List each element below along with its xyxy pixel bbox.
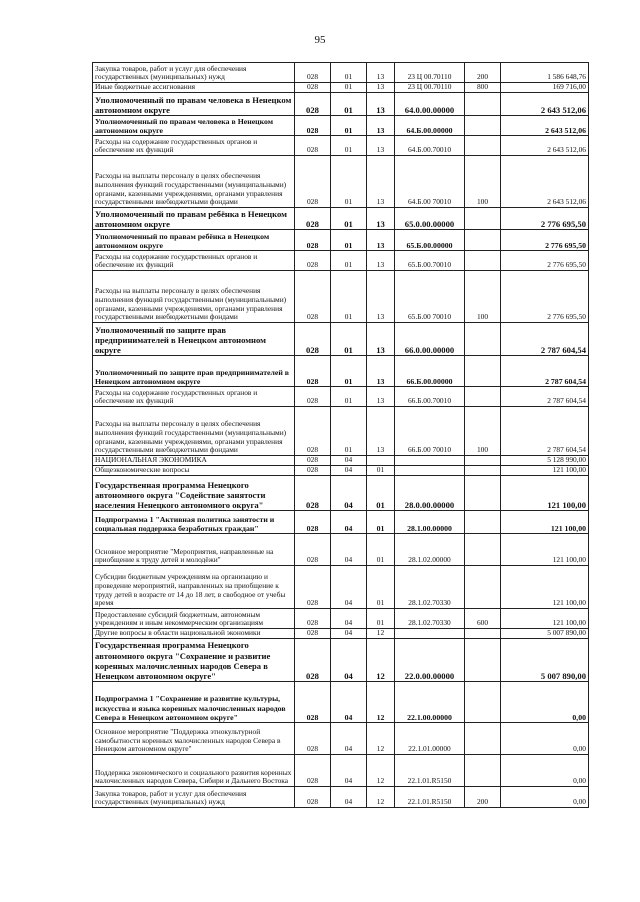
- section-code-cell: 04: [331, 511, 367, 534]
- amount-cell: 121 100,00: [501, 466, 589, 476]
- target-article-cell: [395, 629, 465, 639]
- table-row: [93, 136, 589, 156]
- table-row: [93, 407, 589, 456]
- expense-name-cell: Основное мероприятие "Поддержка этнокультурной самобытности коренных малочисленных народов Севера в Ненецком автономном округе": [93, 723, 295, 755]
- budget-table: [92, 62, 589, 808]
- admin-code-cell: 028: [295, 356, 331, 387]
- expense-name-cell: Расходы на содержание государственных органов и обеспечение их функций: [93, 136, 295, 156]
- subsection-code-cell: 13: [367, 387, 395, 407]
- section-code-cell: 04: [331, 534, 367, 566]
- section-code-cell: 04: [331, 456, 367, 466]
- table-row: [93, 787, 589, 808]
- admin-code-cell: 028: [295, 63, 331, 83]
- table-row: [93, 63, 589, 83]
- expense-type-cell: 600: [465, 609, 501, 629]
- admin-code-cell: 028: [295, 407, 331, 456]
- amount-cell: 2 643 512,06: [501, 136, 589, 156]
- amount-cell: 5 007 890,00: [501, 629, 589, 639]
- subsection-code-cell: 12: [367, 639, 395, 682]
- subsection-code-cell: 01: [367, 566, 395, 609]
- section-code-cell: 04: [331, 466, 367, 476]
- expense-name-cell: Подпрограмма 1 "Активная политика занятости и социальная поддержка безработных граждан": [93, 511, 295, 534]
- amount-cell: 2 776 695,50: [501, 208, 589, 230]
- target-article-cell: 28.1.02.70330: [395, 609, 465, 629]
- subsection-code-cell: 12: [367, 787, 395, 808]
- amount-cell: 2 787 604,54: [501, 323, 589, 356]
- subsection-code-cell: 13: [367, 323, 395, 356]
- expense-type-cell: [465, 476, 501, 511]
- target-article-cell: 66.Б.00.70010: [395, 387, 465, 407]
- target-article-cell: 66.Б.00.00000: [395, 356, 465, 387]
- target-article-cell: 64.Б.00.00000: [395, 116, 465, 136]
- subsection-code-cell: 01: [367, 476, 395, 511]
- subsection-code-cell: 01: [367, 466, 395, 476]
- target-article-cell: 22.1.01.R5150: [395, 787, 465, 808]
- table-row: [93, 629, 589, 639]
- table-row: [93, 83, 589, 93]
- table-row: [93, 356, 589, 387]
- subsection-code-cell: 13: [367, 116, 395, 136]
- expense-type-cell: [465, 116, 501, 136]
- amount-cell: 5 007 890,00: [501, 639, 589, 682]
- section-code-cell: 01: [331, 323, 367, 356]
- target-article-cell: 22.0.00.00000: [395, 639, 465, 682]
- section-code-cell: 01: [331, 116, 367, 136]
- section-code-cell: 04: [331, 476, 367, 511]
- subsection-code-cell: [367, 456, 395, 466]
- target-article-cell: 65.Б.00 70010: [395, 271, 465, 323]
- target-article-cell: 22.1.01.R5150: [395, 755, 465, 787]
- target-article-cell: 22.1.01.00000: [395, 723, 465, 755]
- amount-cell: 0,00: [501, 755, 589, 787]
- subsection-code-cell: 13: [367, 356, 395, 387]
- table-row: [93, 609, 589, 629]
- section-code-cell: 01: [331, 136, 367, 156]
- section-code-cell: 01: [331, 251, 367, 271]
- expense-name-cell: Закупка товаров, работ и услуг для обеспечения государственных (муниципальных) нужд: [93, 63, 295, 83]
- target-article-cell: 65.Б.00.00000: [395, 230, 465, 251]
- expense-type-cell: 100: [465, 407, 501, 456]
- admin-code-cell: 028: [295, 208, 331, 230]
- expense-name-cell: Расходы на содержание государственных органов и обеспечение их функций: [93, 387, 295, 407]
- expense-name-cell: Расходы на выплаты персоналу в целях обеспечения выполнения функций государственными (муниципальными) органами, казенными учреждениями, органами управления государственными внебюджетными фондами: [93, 271, 295, 323]
- amount-cell: 2 776 695,50: [501, 251, 589, 271]
- section-code-cell: 01: [331, 271, 367, 323]
- expense-name-cell: Уполномоченный по правам человека в Ненецком автономном округе: [93, 116, 295, 136]
- expense-name-cell: Уполномоченный по защите прав предпринимателей в Ненецком автономном округе: [93, 356, 295, 387]
- section-code-cell: 01: [331, 387, 367, 407]
- expense-name-cell: Основное мероприятие "Мероприятия, направленные на приобщение к труду детей и молодёжи": [93, 534, 295, 566]
- admin-code-cell: 028: [295, 83, 331, 93]
- admin-code-cell: 028: [295, 156, 331, 208]
- page-number: 95: [314, 34, 326, 46]
- expense-type-cell: 100: [465, 156, 501, 208]
- table-row: [93, 116, 589, 136]
- amount-cell: 0,00: [501, 682, 589, 723]
- section-code-cell: 04: [331, 682, 367, 723]
- table-row: [93, 93, 589, 116]
- expense-name-cell: Субсидии бюджетным учреждениям на организацию и проведение мероприятий, направленных на приобщение к труду детей в возрасте от 14 до 18 лет, в свободное от учебы время: [93, 566, 295, 609]
- expense-type-cell: [465, 682, 501, 723]
- section-code-cell: 04: [331, 755, 367, 787]
- admin-code-cell: 028: [295, 609, 331, 629]
- expense-name-cell: Общеэкономические вопросы: [93, 466, 295, 476]
- table-row: [93, 755, 589, 787]
- subsection-code-cell: 12: [367, 755, 395, 787]
- expense-name-cell: Поддержка экономического и социального развития коренных малочисленных народов Севера, Сибири и Дальнего Востока: [93, 755, 295, 787]
- admin-code-cell: 028: [295, 723, 331, 755]
- table-row: [93, 723, 589, 755]
- section-code-cell: 01: [331, 407, 367, 456]
- section-code-cell: 01: [331, 93, 367, 116]
- subsection-code-cell: 13: [367, 407, 395, 456]
- expense-name-cell: Другие вопросы в области национальной экономики: [93, 629, 295, 639]
- admin-code-cell: 028: [295, 387, 331, 407]
- subsection-code-cell: 13: [367, 230, 395, 251]
- expense-name-cell: Государственная программа Ненецкого автономного округа "Содействие занятости населения Ненецкого автономного округа": [93, 476, 295, 511]
- subsection-code-cell: 12: [367, 629, 395, 639]
- target-article-cell: 28.0.00.00000: [395, 476, 465, 511]
- section-code-cell: 04: [331, 566, 367, 609]
- admin-code-cell: 028: [295, 136, 331, 156]
- target-article-cell: 23 Ц 00.70110: [395, 63, 465, 83]
- section-code-cell: 04: [331, 629, 367, 639]
- table-row: [93, 534, 589, 566]
- expense-type-cell: [465, 639, 501, 682]
- target-article-cell: 66.0.00.00000: [395, 323, 465, 356]
- amount-cell: 5 128 990,00: [501, 456, 589, 466]
- amount-cell: 121 100,00: [501, 566, 589, 609]
- expense-type-cell: [465, 356, 501, 387]
- table-row: [93, 251, 589, 271]
- subsection-code-cell: 12: [367, 723, 395, 755]
- amount-cell: 121 100,00: [501, 511, 589, 534]
- amount-cell: 2 643 512,06: [501, 156, 589, 208]
- expense-type-cell: [465, 456, 501, 466]
- amount-cell: 2 787 604,54: [501, 356, 589, 387]
- target-article-cell: 65.0.00.00000: [395, 208, 465, 230]
- expense-type-cell: [465, 566, 501, 609]
- admin-code-cell: 028: [295, 511, 331, 534]
- target-article-cell: 23 Ц 00.70110: [395, 83, 465, 93]
- expense-name-cell: Иные бюджетные ассигнования: [93, 83, 295, 93]
- amount-cell: 2 776 695,50: [501, 271, 589, 323]
- target-article-cell: 64.0.00.00000: [395, 93, 465, 116]
- expense-type-cell: [465, 755, 501, 787]
- admin-code-cell: 028: [295, 787, 331, 808]
- subsection-code-cell: 13: [367, 208, 395, 230]
- expense-type-cell: [465, 251, 501, 271]
- expense-type-cell: [465, 323, 501, 356]
- table-row: [93, 230, 589, 251]
- expense-type-cell: 200: [465, 63, 501, 83]
- amount-cell: 2 787 604,54: [501, 387, 589, 407]
- amount-cell: 121 100,00: [501, 476, 589, 511]
- amount-cell: 1 586 648,76: [501, 63, 589, 83]
- amount-cell: 0,00: [501, 723, 589, 755]
- table-row: [93, 476, 589, 511]
- table-row: [93, 456, 589, 466]
- section-code-cell: 04: [331, 787, 367, 808]
- budget-table-body: [93, 63, 589, 808]
- target-article-cell: 28.1.00.00000: [395, 511, 465, 534]
- subsection-code-cell: 13: [367, 271, 395, 323]
- expense-name-cell: НАЦИОНАЛЬНАЯ ЭКОНОМИКА: [93, 456, 295, 466]
- subsection-code-cell: 13: [367, 156, 395, 208]
- subsection-code-cell: 13: [367, 83, 395, 93]
- expense-type-cell: [465, 230, 501, 251]
- expense-name-cell: Уполномоченный по правам ребёнка в Ненецком автономном округе: [93, 208, 295, 230]
- section-code-cell: 04: [331, 723, 367, 755]
- admin-code-cell: 028: [295, 271, 331, 323]
- table-row: [93, 566, 589, 609]
- expense-name-cell: Расходы на выплаты персоналу в целях обеспечения выполнения функций государственными (муниципальными) органами, казенными учреждениями, органами управления государственными внебюджетными фондами: [93, 156, 295, 208]
- expense-type-cell: 200: [465, 787, 501, 808]
- expense-type-cell: [465, 511, 501, 534]
- admin-code-cell: 028: [295, 466, 331, 476]
- expense-type-cell: [465, 466, 501, 476]
- admin-code-cell: 028: [295, 629, 331, 639]
- admin-code-cell: 028: [295, 323, 331, 356]
- section-code-cell: 01: [331, 63, 367, 83]
- subsection-code-cell: 13: [367, 63, 395, 83]
- admin-code-cell: 028: [295, 251, 331, 271]
- expense-name-cell: Уполномоченный по защите прав предпринимателей в Ненецком автономном округе: [93, 323, 295, 356]
- target-article-cell: 64.Б.00 70010: [395, 156, 465, 208]
- expense-type-cell: [465, 136, 501, 156]
- table-row: [93, 156, 589, 208]
- subsection-code-cell: 01: [367, 609, 395, 629]
- subsection-code-cell: 01: [367, 534, 395, 566]
- target-article-cell: 66.Б.00 70010: [395, 407, 465, 456]
- expense-type-cell: [465, 93, 501, 116]
- admin-code-cell: 028: [295, 456, 331, 466]
- admin-code-cell: 028: [295, 230, 331, 251]
- table-row: [93, 511, 589, 534]
- admin-code-cell: 028: [295, 755, 331, 787]
- expense-name-cell: Уполномоченный по правам человека в Ненецком автономном округе: [93, 93, 295, 116]
- admin-code-cell: 028: [295, 566, 331, 609]
- target-article-cell: [395, 466, 465, 476]
- expense-type-cell: [465, 629, 501, 639]
- section-code-cell: 01: [331, 356, 367, 387]
- section-code-cell: 01: [331, 156, 367, 208]
- table-row: [93, 208, 589, 230]
- admin-code-cell: 028: [295, 116, 331, 136]
- subsection-code-cell: 13: [367, 136, 395, 156]
- table-row: [93, 323, 589, 356]
- subsection-code-cell: 12: [367, 682, 395, 723]
- target-article-cell: [395, 456, 465, 466]
- expense-type-cell: [465, 723, 501, 755]
- table-row: [93, 639, 589, 682]
- amount-cell: 121 100,00: [501, 609, 589, 629]
- table-row: [93, 271, 589, 323]
- admin-code-cell: 028: [295, 93, 331, 116]
- section-code-cell: 04: [331, 609, 367, 629]
- expense-name-cell: Расходы на содержание государственных органов и обеспечение их функций: [93, 251, 295, 271]
- subsection-code-cell: 13: [367, 93, 395, 116]
- expense-type-cell: [465, 208, 501, 230]
- table-row: [93, 466, 589, 476]
- amount-cell: 2 776 695,50: [501, 230, 589, 251]
- expense-name-cell: Закупка товаров, работ и услуг для обеспечения государственных (муниципальных) нужд: [93, 787, 295, 808]
- target-article-cell: 65.Б.00.70010: [395, 251, 465, 271]
- section-code-cell: 01: [331, 230, 367, 251]
- section-code-cell: 01: [331, 83, 367, 93]
- target-article-cell: 64.Б.00.70010: [395, 136, 465, 156]
- expense-name-cell: Предоставление субсидий бюджетным, автономным учреждениям и иным некоммерческим организациям: [93, 609, 295, 629]
- expense-name-cell: Расходы на выплаты персоналу в целях обеспечения выполнения функций государственными (муниципальными) органами, казенными учреждениями, органами управления государственными внебюджетными фондами: [93, 407, 295, 456]
- amount-cell: 169 716,00: [501, 83, 589, 93]
- expense-name-cell: Государственная программа Ненецкого автономного округа "Сохранение и развитие коренных малочисленных народов Севера в Ненецком автономном округе": [93, 639, 295, 682]
- table-row: [93, 682, 589, 723]
- expense-name-cell: Уполномоченный по правам ребёнка в Ненецком автономном округе: [93, 230, 295, 251]
- expense-name-cell: Подпрограмма 1 "Сохранение и развитие культуры, искусства и языка коренных малочисленных народов Севера в Ненецком автономном округе": [93, 682, 295, 723]
- target-article-cell: 28.1.02.00000: [395, 534, 465, 566]
- expense-type-cell: 100: [465, 271, 501, 323]
- amount-cell: 2 787 604,54: [501, 407, 589, 456]
- admin-code-cell: 028: [295, 476, 331, 511]
- expense-type-cell: 800: [465, 83, 501, 93]
- expense-type-cell: [465, 387, 501, 407]
- admin-code-cell: 028: [295, 639, 331, 682]
- subsection-code-cell: 13: [367, 251, 395, 271]
- expense-type-cell: [465, 534, 501, 566]
- admin-code-cell: 028: [295, 534, 331, 566]
- amount-cell: 121 100,00: [501, 534, 589, 566]
- amount-cell: 0,00: [501, 787, 589, 808]
- section-code-cell: 04: [331, 639, 367, 682]
- admin-code-cell: 028: [295, 682, 331, 723]
- section-code-cell: 01: [331, 208, 367, 230]
- target-article-cell: 28.1.02.70330: [395, 566, 465, 609]
- amount-cell: 2 643 512,06: [501, 93, 589, 116]
- amount-cell: 2 643 512,06: [501, 116, 589, 136]
- target-article-cell: 22.1.00.00000: [395, 682, 465, 723]
- table-row: [93, 387, 589, 407]
- subsection-code-cell: 01: [367, 511, 395, 534]
